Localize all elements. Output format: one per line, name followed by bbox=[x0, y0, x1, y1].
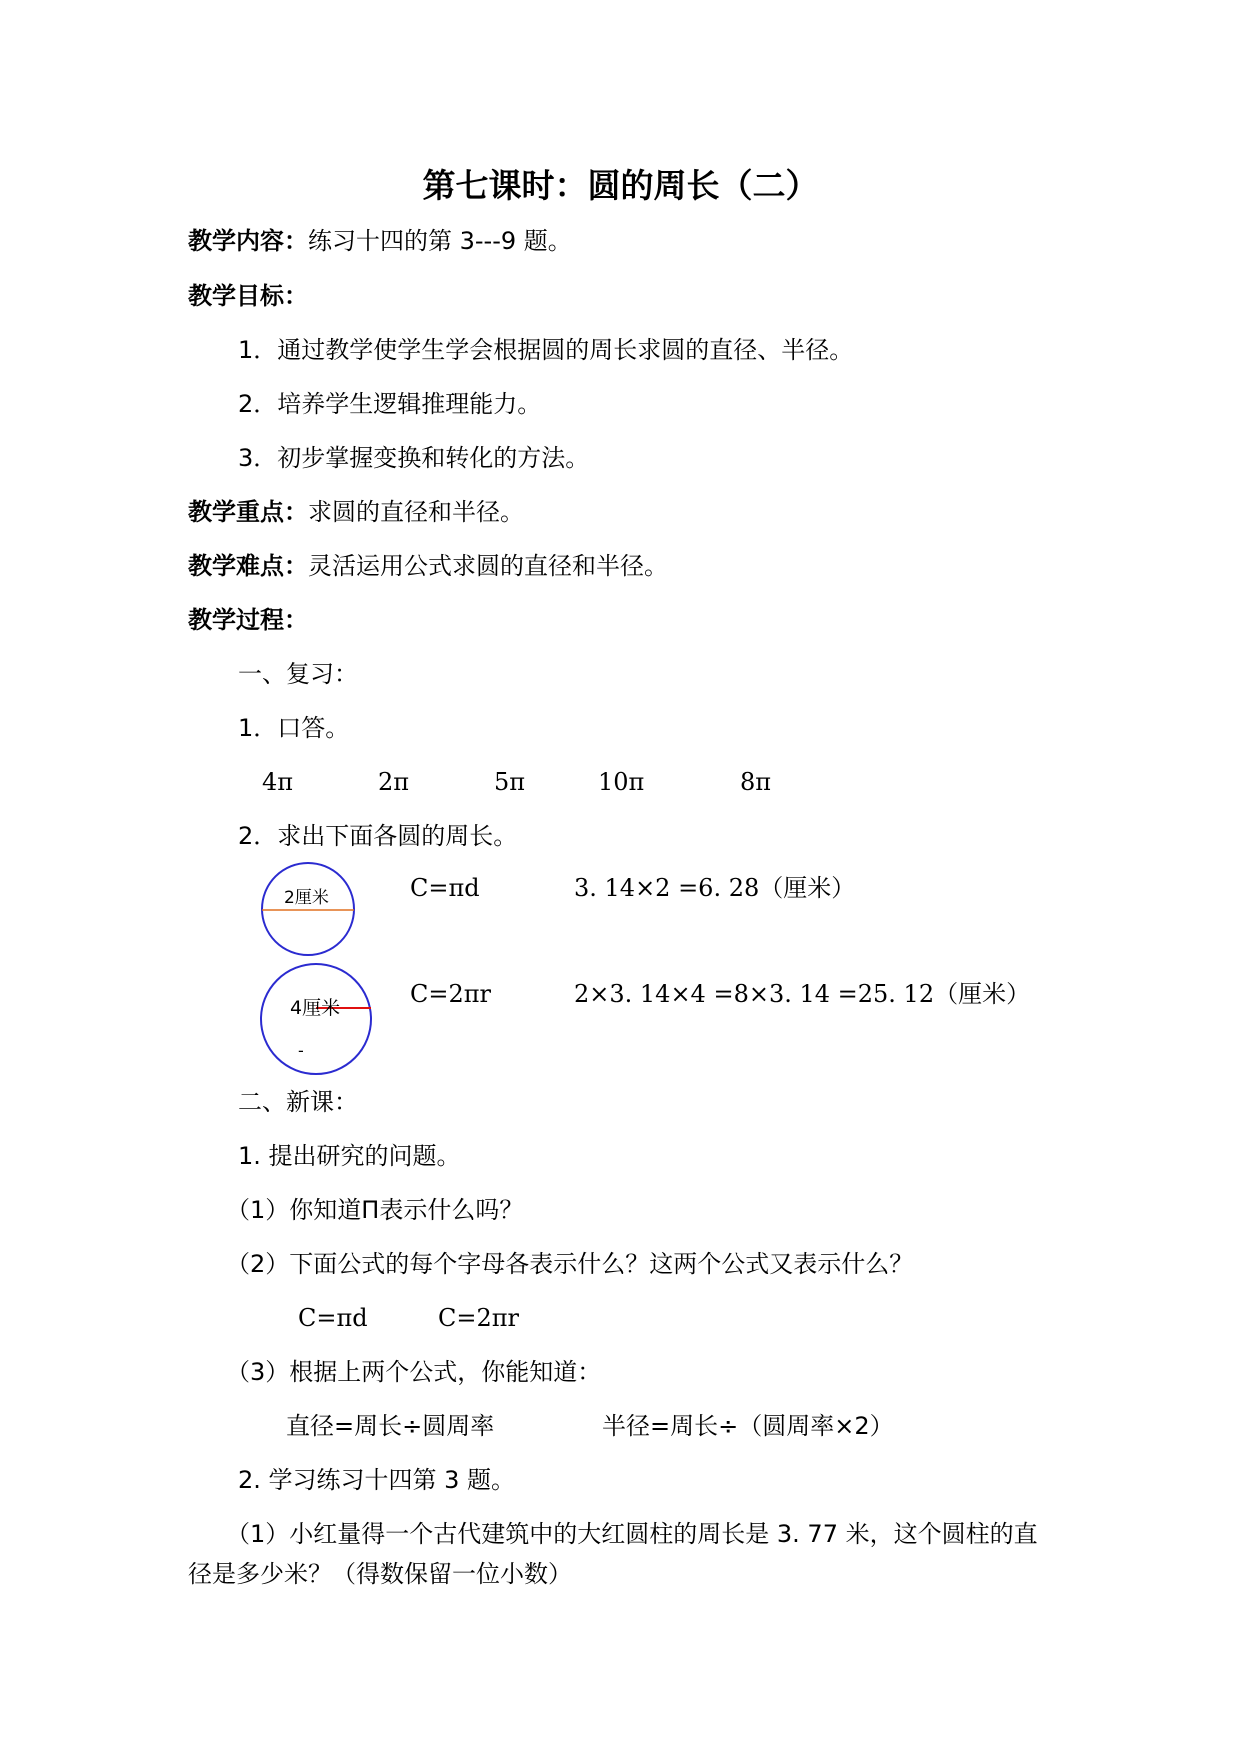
difficulty-text: 灵活运用公式求圆的直径和半径。 bbox=[308, 552, 668, 580]
derived-diameter: 直径=周长÷圆周率 bbox=[286, 1412, 495, 1440]
objective-item: 1．通过教学使学生学会根据圆的周长求圆的直径、半径。 bbox=[238, 336, 854, 364]
review-q1: 1．口答。 bbox=[238, 714, 350, 742]
circle-outline bbox=[261, 964, 371, 1074]
new-lesson-heading: 二、新课： bbox=[238, 1088, 358, 1116]
circle-diameter-figure bbox=[258, 860, 358, 958]
new-lesson-s1: 1. 提出研究的问题。 bbox=[238, 1142, 461, 1170]
teaching-content-label: 教学内容： bbox=[188, 227, 308, 255]
oral-item: 8π bbox=[740, 768, 772, 796]
circle2-mark: - bbox=[298, 1041, 304, 1060]
new-lesson-q2: （2）下面公式的每个字母各表示什么？这两个公式又表示什么？ bbox=[226, 1250, 914, 1278]
new-lesson-q3: （3）根据上两个公式，你能知道： bbox=[226, 1358, 602, 1386]
oral-item: 4π bbox=[262, 768, 294, 796]
formula-radius: C=2πr bbox=[438, 1304, 519, 1332]
formula-diameter: C=πd bbox=[298, 1304, 368, 1332]
circle2-calc: 2×3. 14×4 =8×3. 14 =25. 12（厘米） bbox=[574, 980, 1031, 1008]
page-title: 第七课时：圆的周长（二） bbox=[422, 166, 819, 205]
circle-radius-figure bbox=[258, 962, 376, 1078]
oral-item: 10π bbox=[598, 768, 645, 796]
oral-item: 5π bbox=[494, 768, 526, 796]
review-heading: 一、复习： bbox=[238, 660, 358, 688]
circle2-formula: C=2πr bbox=[410, 980, 491, 1008]
objectives-label: 教学目标： bbox=[188, 282, 308, 310]
circle2-label: 4厘米 bbox=[290, 997, 341, 1019]
problem-line-2: 径是多少米？（得数保留一位小数） bbox=[188, 1560, 572, 1588]
circle-outline bbox=[262, 863, 354, 955]
new-lesson-q1: （1）你知道Π表示什么吗？ bbox=[226, 1196, 524, 1224]
difficulty bbox=[188, 550, 668, 582]
difficulty-label: 教学难点： bbox=[188, 552, 308, 580]
objective-item: 2．培养学生逻辑推理能力。 bbox=[238, 390, 542, 418]
problem-line-1: （1）小红量得一个古代建筑中的大红圆柱的周长是 3. 77 米，这个圆柱的直 bbox=[226, 1520, 1038, 1548]
key-point bbox=[188, 496, 524, 528]
objective-item: 3．初步掌握变换和转化的方法。 bbox=[238, 444, 590, 472]
circle1-label: 2厘米 bbox=[284, 888, 329, 908]
teaching-content bbox=[188, 225, 572, 257]
derived-radius: 半径=周长÷（圆周率×2） bbox=[602, 1412, 894, 1440]
new-lesson-s2: 2. 学习练习十四第 3 题。 bbox=[238, 1466, 516, 1494]
circle1-formula: C=πd bbox=[410, 874, 480, 902]
circle1-calc: 3. 14×2 =6. 28（厘米） bbox=[574, 874, 856, 902]
oral-item: 2π bbox=[378, 768, 410, 796]
review-q2: 2．求出下面各圆的周长。 bbox=[238, 822, 518, 850]
key-point-text: 求圆的直径和半径。 bbox=[308, 498, 524, 526]
teaching-content-text: 练习十四的第 3---9 题。 bbox=[308, 227, 572, 255]
key-point-label: 教学重点： bbox=[188, 498, 308, 526]
process-label: 教学过程： bbox=[188, 606, 308, 634]
